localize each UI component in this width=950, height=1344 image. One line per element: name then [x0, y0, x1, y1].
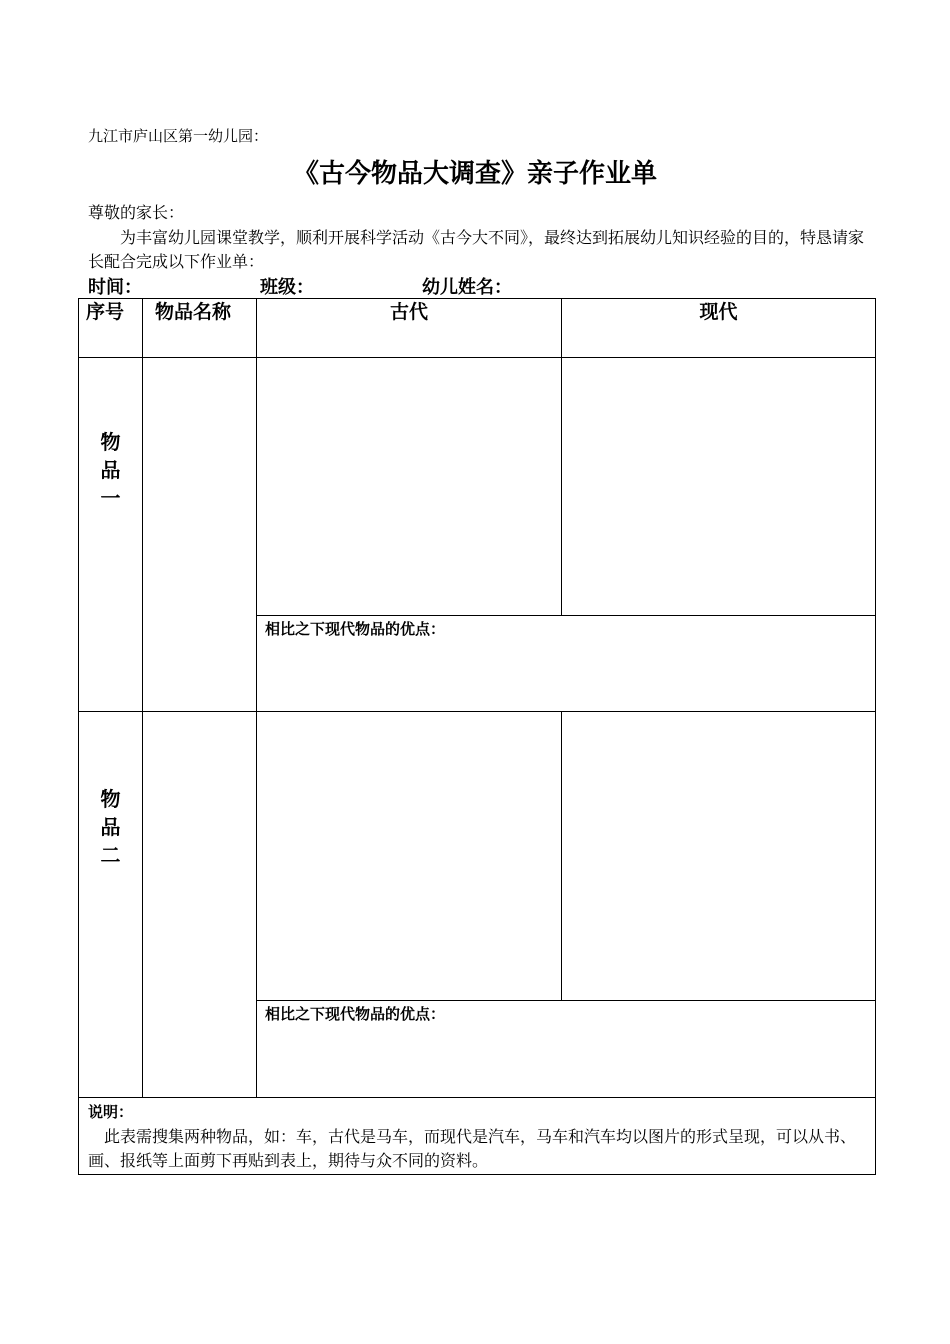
- header-modern: 现代: [699, 301, 738, 323]
- note-title: 说明：: [88, 1103, 134, 1121]
- item-one-advantage-label: 相比之下现代物品的优点：: [265, 620, 446, 638]
- item-two-bottom-divider: [78, 1097, 876, 1098]
- item-one-bottom-divider: [78, 711, 876, 712]
- item-one-label-char: 一: [100, 486, 121, 510]
- item-two-label-char: 品: [100, 815, 121, 839]
- table-border-bottom: [78, 1174, 876, 1175]
- child-name-field-label[interactable]: 幼儿姓名：: [422, 277, 512, 298]
- worksheet-title: 《古今物品大调查》亲子作业单: [292, 159, 657, 189]
- intro-paragraph: 为丰富幼儿园课堂教学，顺利开展科学活动《古今大不同》，最终达到拓展幼儿知识经验的目的，特恳请家长配合完成以下作业单：: [88, 228, 865, 271]
- header-ancient: 古代: [389, 301, 428, 323]
- header-row-divider: [78, 357, 876, 358]
- item-one-label-char: 品: [100, 458, 121, 482]
- table-border-right: [875, 298, 876, 1175]
- ancient-modern-divider-item-one: [561, 357, 562, 616]
- item-one-label-char: 物: [100, 430, 121, 454]
- item-one-label: [78, 428, 143, 512]
- time-field-label[interactable]: 时间：: [88, 277, 142, 298]
- ancient-modern-divider-item-two: [561, 711, 562, 1001]
- header-seq: 序号: [86, 301, 125, 323]
- header-item-name: 物品名称: [155, 301, 232, 323]
- item-two-label-char: 物: [100, 787, 121, 811]
- note-body: 此表需搜集两种物品，如：车，古代是马车，而现代是汽车，马车和汽车均以图片的形式呈现，可以从书、画、报纸等上面剪下再贴到表上，期待与众不同的资料。: [88, 1127, 857, 1170]
- name-column-divider: [256, 298, 257, 1098]
- class-field-label[interactable]: 班级：: [260, 277, 314, 298]
- seq-column-divider: [142, 298, 143, 1098]
- item-one-advantage-divider: [256, 615, 876, 616]
- item-two-advantage-divider: [256, 1000, 876, 1001]
- item-two-label: [78, 785, 143, 869]
- organization-name: 九江市庐山区第一幼儿园：: [88, 127, 269, 145]
- item-two-label-char: 二: [100, 843, 121, 867]
- greeting: 尊敬的家长：: [88, 203, 185, 222]
- item-two-advantage-label: 相比之下现代物品的优点：: [265, 1005, 446, 1023]
